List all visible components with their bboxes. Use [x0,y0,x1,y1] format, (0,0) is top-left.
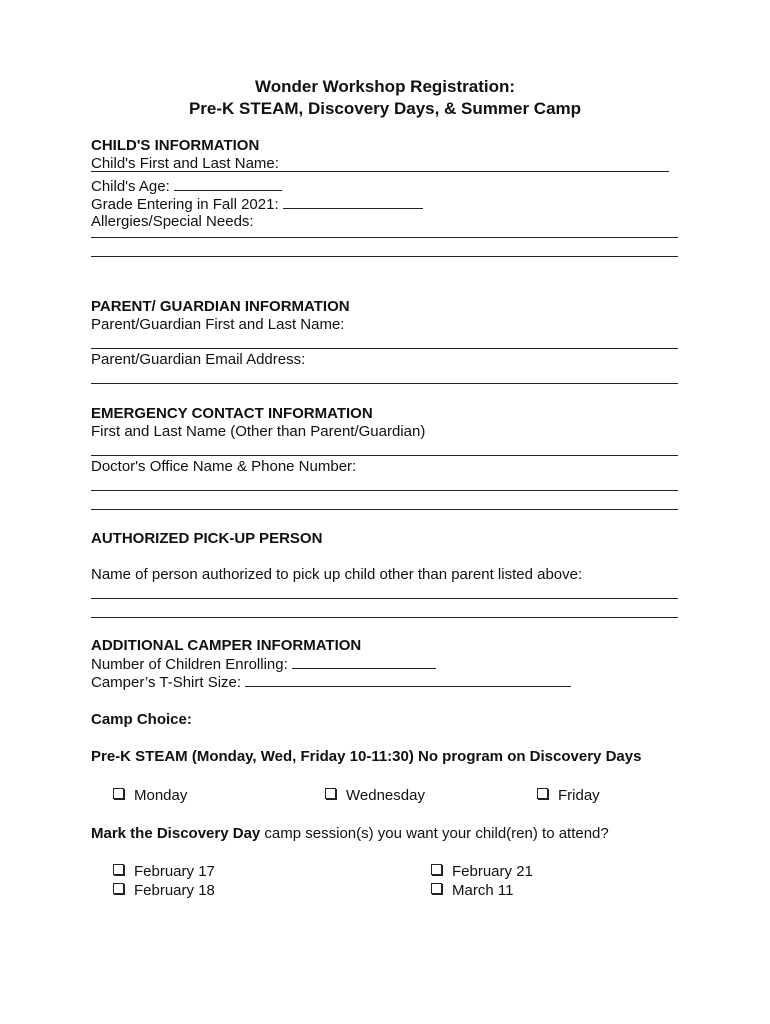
discovery-heading-bold: Mark the Discovery Day [91,825,261,842]
camper-heading: ADDITIONAL CAMPER INFORMATION [91,637,362,654]
camp-choice-heading: Camp Choice: [91,711,192,728]
children-label: Number of Children Enrolling: [91,656,288,673]
child-age-field[interactable] [174,177,282,191]
pickup-field-2[interactable] [91,617,678,618]
discovery-option-feb21[interactable] [431,863,533,881]
checkbox-icon[interactable] [113,864,124,875]
discovery-option-feb18[interactable] [113,882,215,900]
discovery-heading-rest: camp session(s) you want your child(ren) to attend? [260,825,609,842]
parent-section [91,298,691,384]
grade-field[interactable] [283,195,423,209]
prek-option-label: Monday [134,787,188,804]
doctor-label: Doctor's Office Name & Phone Number: [91,458,357,475]
discovery-option-feb17[interactable] [113,863,215,881]
grade-label: Grade Entering in Fall 2021: [91,196,279,213]
discovery-option-label: February 17 [134,863,215,880]
checkbox-icon[interactable] [113,883,124,894]
emergency-section [91,405,691,510]
allergies-label: Allergies/Special Needs: [91,213,254,230]
pickup-name-label: Name of person authorized to pick up child other than parent listed above: [91,566,583,583]
form-title [0,76,770,120]
discovery-option-label: March 11 [452,882,514,899]
parent-name-label: Parent/Guardian First and Last Name: [91,316,345,333]
checkbox-icon[interactable] [431,864,442,875]
parent-email-field[interactable] [91,383,678,384]
parent-heading: PARENT/ GUARDIAN INFORMATION [91,298,350,315]
checkbox-icon[interactable] [537,788,548,799]
child-heading: CHILD'S INFORMATION [91,137,260,154]
discovery-section [91,825,711,843]
prek-option-label: Wednesday [346,787,425,804]
discovery-option-mar11[interactable] [431,882,513,900]
discovery-option-label: February 18 [134,882,215,899]
prek-option-friday[interactable] [537,787,600,805]
prek-heading: Pre-K STEAM (Monday, Wed, Friday 10-11:30) No program on Discovery Days [91,748,642,765]
camp-choice-section [91,711,691,729]
prek-option-label: Friday [558,787,600,804]
checkbox-icon[interactable] [431,883,442,894]
discovery-option-label: February 21 [452,863,533,880]
emergency-name-label: First and Last Name (Other than Parent/Guardian) [91,423,426,440]
prek-section [91,748,711,766]
tshirt-field[interactable] [245,673,571,687]
children-field[interactable] [292,655,436,669]
doctor-field-2[interactable] [91,509,678,510]
prek-option-monday[interactable] [113,787,187,805]
title-line-2: Pre-K STEAM, Discovery Days, & Summer Camp [188,99,582,118]
title-line-1: Wonder Workshop Registration: [254,77,516,96]
prek-option-wednesday[interactable] [325,787,425,805]
pickup-heading: AUTHORIZED PICK-UP PERSON [91,530,323,547]
checkbox-icon[interactable] [113,788,124,799]
child-name-label: Child's First and Last Name: [91,155,279,172]
emergency-heading: EMERGENCY CONTACT INFORMATION [91,405,373,422]
child-section [91,137,691,257]
allergies-field-2[interactable] [91,256,678,257]
checkbox-icon[interactable] [325,788,336,799]
pickup-section [91,530,691,618]
camper-section [91,637,691,691]
tshirt-label: Camper’s T-Shirt Size: [91,674,242,691]
child-age-label: Child's Age: [91,178,170,195]
parent-email-label: Parent/Guardian Email Address: [91,351,306,368]
